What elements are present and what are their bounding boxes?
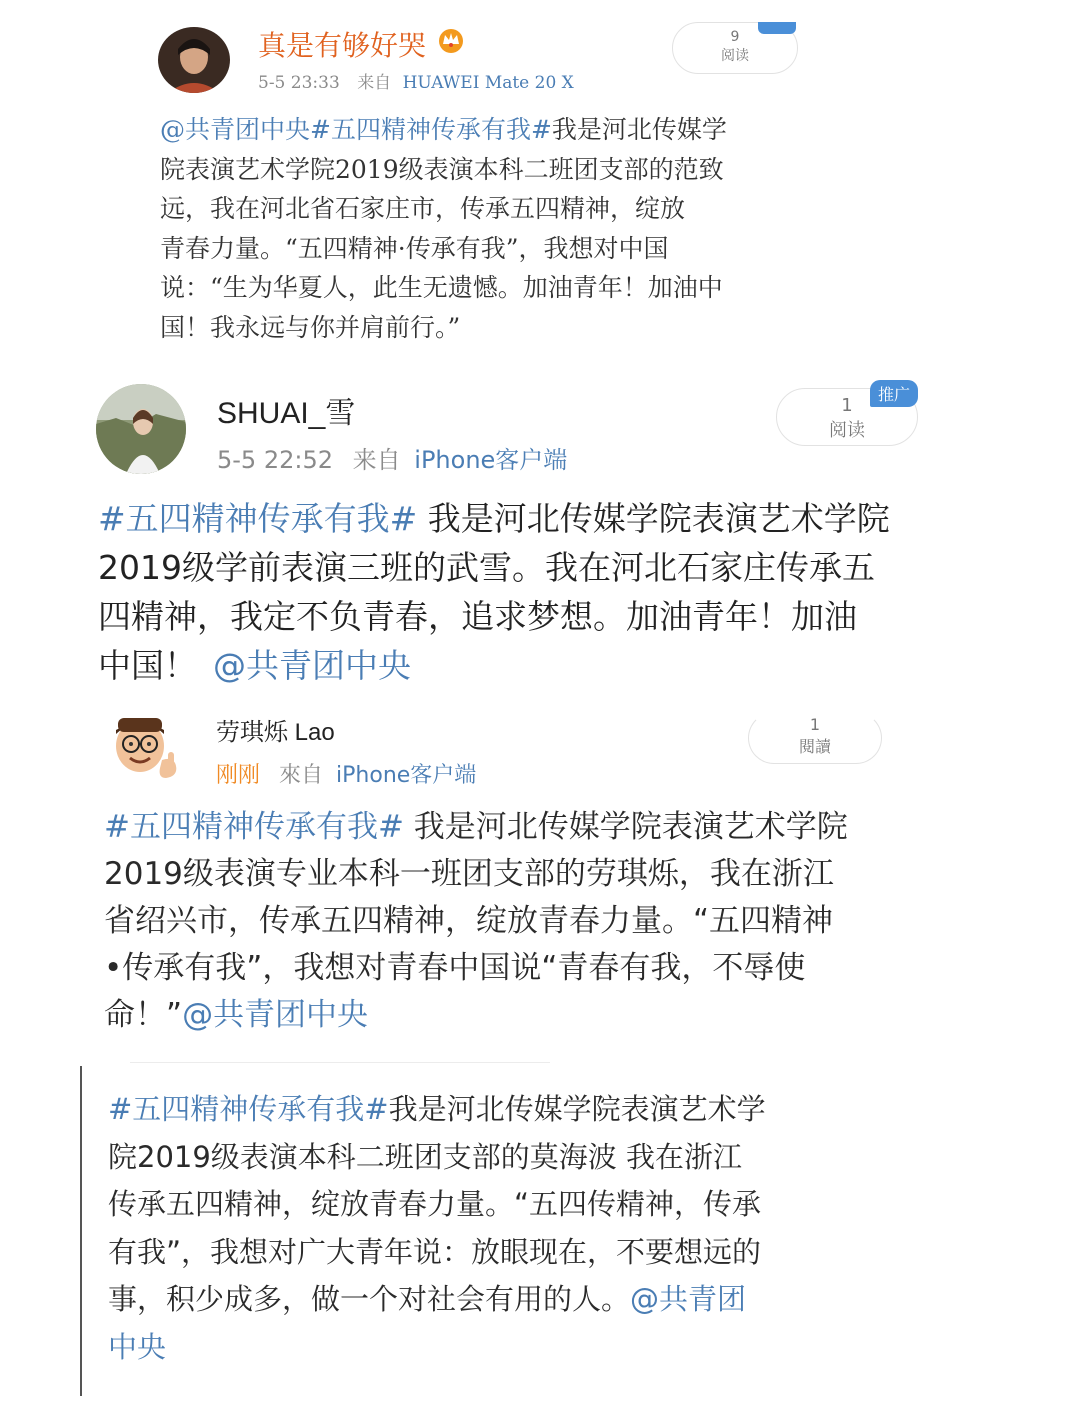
source-prefix: 來自 bbox=[279, 763, 324, 788]
mention-link[interactable]: @共青团中央 bbox=[213, 646, 411, 685]
body-line: 院2019级表演本科二班团支部的莫海波 我在浙江 bbox=[108, 1139, 743, 1174]
body-line: 四精神，我定不负青春，追求梦想。加油青年！加油 bbox=[98, 597, 857, 636]
body-line: 我是河北传媒学 bbox=[551, 115, 727, 144]
post-time: 刚刚 bbox=[216, 763, 261, 788]
source-prefix: 来自 bbox=[357, 73, 392, 93]
body-line: 我是河北传媒学院表演艺术学 bbox=[388, 1092, 766, 1126]
hashtag-link[interactable]: #五四精神传承有我# bbox=[310, 115, 552, 144]
hashtag-link[interactable]: #五四精神传承有我# bbox=[104, 809, 404, 845]
username[interactable]: 劳琪烁 Lao bbox=[216, 719, 335, 746]
body-line: 省绍兴市，传承五四精神，绽放青春力量。“五四精神 bbox=[104, 903, 834, 939]
body-line: 事，积少成多，做一个对社会有用的人。 bbox=[108, 1282, 631, 1316]
mention-link[interactable]: @共青团 bbox=[630, 1282, 747, 1316]
read-count: 9 bbox=[730, 29, 740, 45]
post-source[interactable]: HUAWEI Mate 20 X bbox=[402, 73, 574, 93]
hashtag-link[interactable]: #五四精神传承有我# bbox=[98, 499, 418, 538]
body-line: 有我”，我想对广大青年说：放眼现在，不要想远的 bbox=[108, 1234, 762, 1269]
body-line: 中国！ bbox=[98, 646, 197, 685]
read-label: 阅读 bbox=[829, 420, 865, 441]
mention-link[interactable]: @共青团中央 bbox=[160, 115, 311, 144]
read-count: 1 bbox=[809, 715, 821, 734]
body-line: 2019级表演专业本科一班团支部的劳琪烁，我在浙江 bbox=[104, 856, 834, 892]
body-line: 说：“生为华夏人，此生无遗憾。加油青年！加油中 bbox=[160, 273, 723, 302]
body-line: 院表演艺术学院2019级表演本科二班团支部的范致 bbox=[160, 154, 724, 184]
hashtag-link[interactable]: #五四精神传承有我# bbox=[108, 1092, 389, 1126]
username[interactable]: SHUAI_雪 bbox=[217, 397, 356, 430]
post-body bbox=[108, 1086, 828, 1371]
body-line: 命！” bbox=[104, 997, 183, 1033]
username[interactable]: 真是有够好哭 bbox=[258, 29, 427, 62]
mention-link-cont[interactable]: 中央 bbox=[108, 1329, 167, 1364]
mention-link[interactable]: @共青团中央 bbox=[182, 997, 369, 1033]
body-line: 我是河北传媒学院表演艺术学院 bbox=[417, 499, 890, 538]
body-line: 青春力量。“五四精神·传承有我”，我想对中国 bbox=[160, 233, 669, 263]
post-time: 5-5 22:52 bbox=[217, 446, 333, 474]
read-label: 閱讀 bbox=[798, 737, 831, 756]
post-source[interactable]: iPhone客户端 bbox=[336, 763, 477, 788]
post-time: 5-5 23:33 bbox=[258, 73, 340, 93]
body-line: 远，我在河北省石家庄市，传承五四精神，绽放 bbox=[160, 194, 686, 223]
read-count: 1 bbox=[841, 395, 853, 416]
body-line: 2019级学前表演三班的武雪。我在河北石家庄传承五 bbox=[98, 548, 875, 587]
post-source[interactable]: iPhone客户端 bbox=[414, 446, 568, 474]
body-line: 国！我永远与你并肩前行。” bbox=[160, 312, 461, 342]
promo-tag: 推广 bbox=[870, 380, 918, 407]
body-line: 我是河北传媒学院表演艺术学院 bbox=[403, 809, 848, 845]
screenshot-left-edge bbox=[80, 1066, 82, 1396]
divider bbox=[130, 1062, 550, 1063]
read-label: 阅读 bbox=[721, 48, 749, 64]
source-prefix: 来自 bbox=[352, 446, 401, 474]
body-line: 传承五四精神，绽放青春力量。“五四传精神，传承 bbox=[108, 1187, 762, 1221]
body-line: •传承有我”，我想对青春中国说“青春有我，不辱使 bbox=[104, 950, 806, 986]
